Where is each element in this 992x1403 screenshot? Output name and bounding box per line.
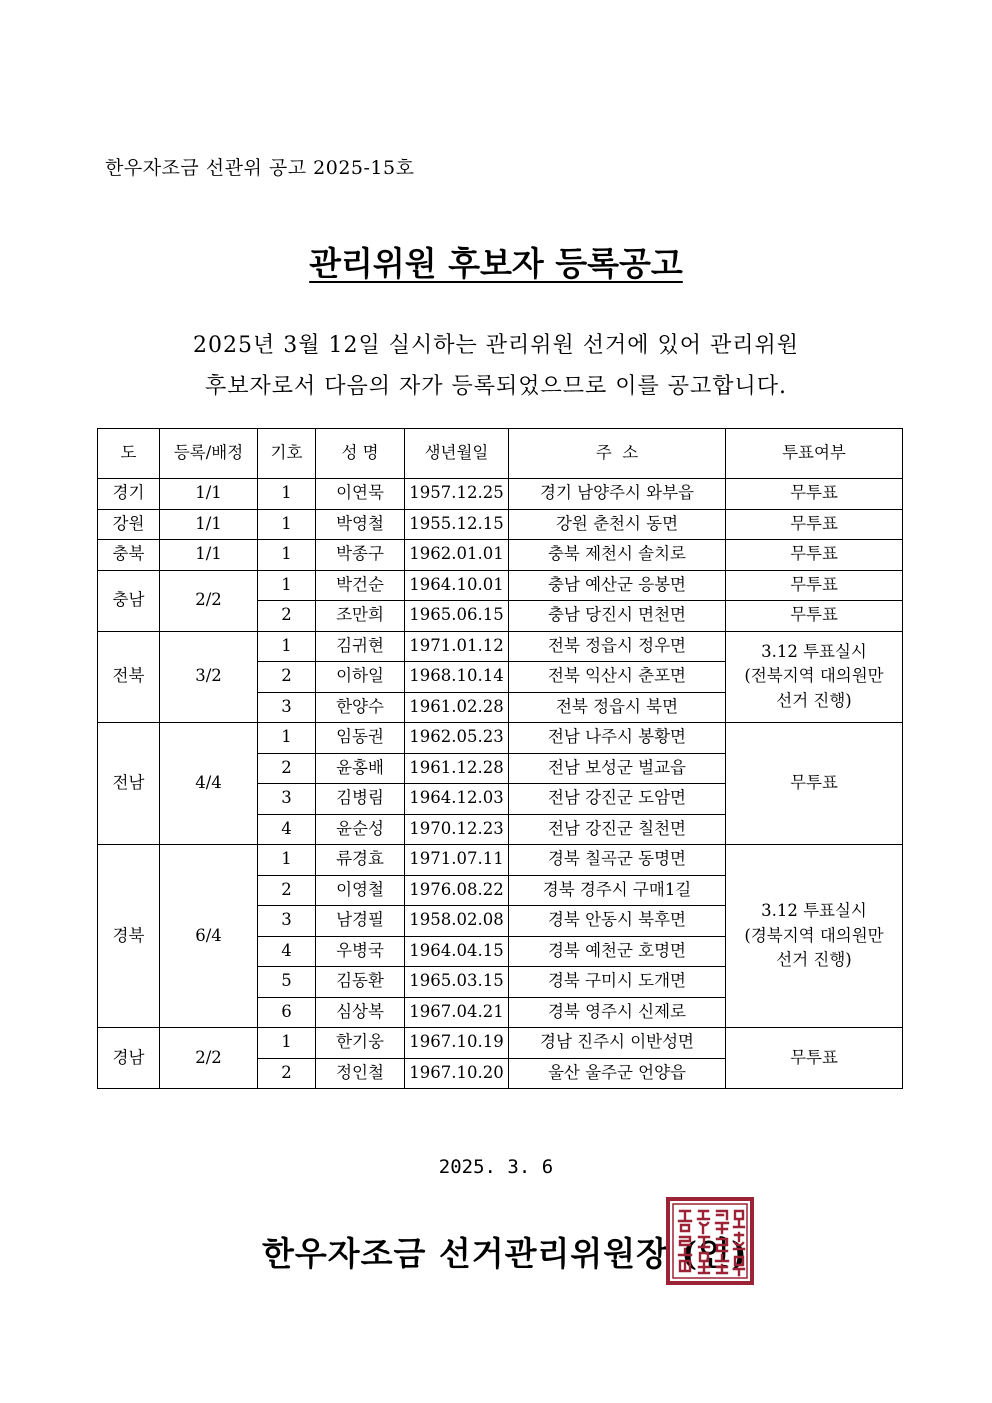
candidate-number-cell: 5 — [258, 967, 316, 998]
candidate-name-cell: 윤순성 — [316, 814, 405, 845]
province-cell: 충남 — [98, 570, 160, 631]
header-number: 기호 — [258, 429, 316, 479]
table-row — [98, 540, 903, 571]
official-seal-icon — [666, 1197, 754, 1285]
table-row — [98, 1028, 903, 1059]
candidate-name-cell: 김병림 — [316, 784, 405, 815]
candidate-number-cell: 2 — [258, 753, 316, 784]
birthdate-cell: 1976.08.22 — [405, 875, 509, 906]
candidate-number-cell: 3 — [258, 692, 316, 723]
table-row — [98, 570, 903, 601]
registration-ratio-cell: 2/2 — [160, 570, 258, 631]
candidate-number-cell: 1 — [258, 845, 316, 876]
header-address: 주 소 — [509, 429, 726, 479]
candidate-name-cell: 이하일 — [316, 662, 405, 693]
province-cell: 전남 — [98, 723, 160, 845]
birthdate-cell: 1971.07.11 — [405, 845, 509, 876]
candidate-name-cell: 한양수 — [316, 692, 405, 723]
birthdate-cell: 1957.12.25 — [405, 479, 509, 510]
vote-status-cell — [726, 845, 903, 1028]
birthdate-cell: 1970.12.23 — [405, 814, 509, 845]
registration-ratio-cell: 3/2 — [160, 631, 258, 723]
birthdate-cell: 1965.03.15 — [405, 967, 509, 998]
registration-ratio-cell: 4/4 — [160, 723, 258, 845]
header-registration-ratio: 등록/배정 — [160, 429, 258, 479]
address-cell: 경남 진주시 이반성면 — [509, 1028, 726, 1059]
birthdate-cell: 1962.05.23 — [405, 723, 509, 754]
table-row — [98, 479, 903, 510]
seal-mark: (인) — [681, 1234, 748, 1273]
province-cell: 경남 — [98, 1028, 160, 1089]
table-header-row — [98, 429, 903, 479]
address-cell: 경북 경주시 구매1길 — [509, 875, 726, 906]
candidate-number-cell: 4 — [258, 814, 316, 845]
address-cell: 전남 강진군 도암면 — [509, 784, 726, 815]
header-province: 도 — [98, 429, 160, 479]
table-row — [98, 723, 903, 754]
candidate-number-cell: 3 — [258, 906, 316, 937]
vote-status-line: (전북지역 대의원만 — [744, 666, 884, 686]
candidate-number-cell: 2 — [258, 662, 316, 693]
birthdate-cell: 1961.12.28 — [405, 753, 509, 784]
candidate-number-cell: 1 — [258, 479, 316, 510]
candidate-number-cell: 1 — [258, 1028, 316, 1059]
address-cell: 경북 영주시 신제로 — [509, 997, 726, 1028]
address-cell: 전북 정읍시 정우면 — [509, 631, 726, 662]
candidate-number-cell: 1 — [258, 540, 316, 571]
candidate-number-cell: 2 — [258, 601, 316, 632]
birthdate-cell: 1955.12.15 — [405, 509, 509, 540]
vote-status-line: 3.12 투표실시 — [761, 900, 867, 920]
intro-line-2: 후보자로서 다음의 자가 등록되었으므로 이를 공고합니다. — [204, 374, 787, 399]
address-cell: 경북 구미시 도개면 — [509, 967, 726, 998]
table-row — [98, 631, 903, 662]
province-cell: 강원 — [98, 509, 160, 540]
address-cell: 충북 제천시 솔치로 — [509, 540, 726, 571]
header-vote-status: 투표여부 — [726, 429, 903, 479]
birthdate-cell: 1964.12.03 — [405, 784, 509, 815]
address-cell: 강원 춘천시 동면 — [509, 509, 726, 540]
birthdate-cell: 1962.01.01 — [405, 540, 509, 571]
signer-title: 한우자조금 선거관리위원장 — [262, 1234, 670, 1273]
registration-ratio-cell: 1/1 — [160, 540, 258, 571]
address-cell: 경북 안동시 북후면 — [509, 906, 726, 937]
vote-status-cell: 무투표 — [726, 723, 903, 845]
header-name: 성 명 — [316, 429, 405, 479]
vote-status-line: 선거 진행) — [776, 950, 852, 970]
candidate-number-cell: 1 — [258, 723, 316, 754]
province-cell: 경기 — [98, 479, 160, 510]
candidate-name-cell: 남경필 — [316, 906, 405, 937]
candidate-number-cell: 1 — [258, 570, 316, 601]
birthdate-cell: 1961.02.28 — [405, 692, 509, 723]
vote-status-cell: 무투표 — [726, 601, 903, 632]
vote-status-line: 3.12 투표실시 — [761, 641, 867, 661]
vote-status-cell: 무투표 — [726, 479, 903, 510]
birthdate-cell: 1967.10.19 — [405, 1028, 509, 1059]
intro-line-1: 2025년 3월 12일 실시하는 관리위원 선거에 있어 관리위원 — [193, 333, 799, 358]
vote-status-cell: 무투표 — [726, 570, 903, 601]
candidate-name-cell: 윤홍배 — [316, 753, 405, 784]
candidate-number-cell: 2 — [258, 1058, 316, 1089]
document-number: 한우자조금 선관위 공고 2025-15호 — [105, 157, 415, 179]
candidate-table — [97, 428, 903, 1089]
candidate-name-cell: 박영철 — [316, 509, 405, 540]
registration-ratio-cell: 1/1 — [160, 509, 258, 540]
province-cell: 충북 — [98, 540, 160, 571]
vote-status-line: 선거 진행) — [776, 691, 852, 711]
address-cell: 전남 나주시 봉황면 — [509, 723, 726, 754]
address-cell: 전북 익산시 춘포면 — [509, 662, 726, 693]
vote-status-cell: 무투표 — [726, 1028, 903, 1089]
candidate-number-cell: 1 — [258, 631, 316, 662]
candidate-name-cell: 박건순 — [316, 570, 405, 601]
candidate-number-cell: 2 — [258, 875, 316, 906]
candidate-name-cell: 류경효 — [316, 845, 405, 876]
page-title: 관리위원 후보자 등록공고 — [309, 244, 683, 283]
candidate-name-cell: 우병국 — [316, 936, 405, 967]
candidate-name-cell: 임동권 — [316, 723, 405, 754]
address-cell: 전남 강진군 칠천면 — [509, 814, 726, 845]
table-row — [98, 509, 903, 540]
province-cell: 전북 — [98, 631, 160, 723]
birthdate-cell: 1968.10.14 — [405, 662, 509, 693]
registration-ratio-cell: 1/1 — [160, 479, 258, 510]
birthdate-cell: 1964.04.15 — [405, 936, 509, 967]
birthdate-cell: 1967.10.20 — [405, 1058, 509, 1089]
candidate-name-cell: 심상복 — [316, 997, 405, 1028]
address-cell: 전북 정읍시 북면 — [509, 692, 726, 723]
vote-status-line: (경북지역 대의원만 — [744, 925, 884, 945]
birthdate-cell: 1967.04.21 — [405, 997, 509, 1028]
announcement-date: 2025. 3. 6 — [438, 1156, 554, 1178]
header-birthdate: 생년월일 — [405, 429, 509, 479]
birthdate-cell: 1965.06.15 — [405, 601, 509, 632]
candidate-name-cell: 정인철 — [316, 1058, 405, 1089]
candidate-name-cell: 김동환 — [316, 967, 405, 998]
birthdate-cell: 1958.02.08 — [405, 906, 509, 937]
candidate-number-cell: 4 — [258, 936, 316, 967]
address-cell: 경기 남양주시 와부읍 — [509, 479, 726, 510]
candidate-name-cell: 박종구 — [316, 540, 405, 571]
vote-status-cell: 무투표 — [726, 540, 903, 571]
address-cell: 충남 예산군 응봉면 — [509, 570, 726, 601]
candidate-number-cell: 6 — [258, 997, 316, 1028]
address-cell: 울산 울주군 언양읍 — [509, 1058, 726, 1089]
candidate-name-cell: 이영철 — [316, 875, 405, 906]
candidate-name-cell: 이연묵 — [316, 479, 405, 510]
candidate-number-cell: 1 — [258, 509, 316, 540]
candidate-name-cell: 조만희 — [316, 601, 405, 632]
vote-status-cell — [726, 631, 903, 723]
address-cell: 충남 당진시 면천면 — [509, 601, 726, 632]
address-cell: 경북 칠곡군 동명면 — [509, 845, 726, 876]
vote-status-cell: 무투표 — [726, 509, 903, 540]
province-cell: 경북 — [98, 845, 160, 1028]
birthdate-cell: 1964.10.01 — [405, 570, 509, 601]
candidate-number-cell: 3 — [258, 784, 316, 815]
table-row — [98, 845, 903, 876]
registration-ratio-cell: 6/4 — [160, 845, 258, 1028]
address-cell: 경북 예천군 호명면 — [509, 936, 726, 967]
registration-ratio-cell: 2/2 — [160, 1028, 258, 1089]
address-cell: 전남 보성군 벌교읍 — [509, 753, 726, 784]
birthdate-cell: 1971.01.12 — [405, 631, 509, 662]
candidate-name-cell: 김귀현 — [316, 631, 405, 662]
candidate-name-cell: 한기웅 — [316, 1028, 405, 1059]
